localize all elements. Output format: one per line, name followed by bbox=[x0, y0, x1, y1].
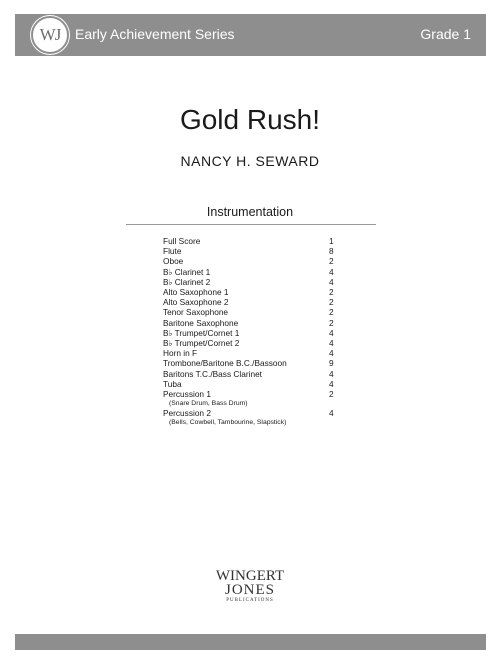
instrument-name: Full Score bbox=[163, 236, 201, 246]
instrument-name: Percussion 1 bbox=[163, 389, 211, 400]
instrument-quantity: 4 bbox=[329, 368, 334, 379]
instrument-quantity: 4 bbox=[329, 276, 334, 287]
instrument-name: Trombone/Baritone B.C./Bassoon bbox=[163, 358, 287, 369]
instrument-item bbox=[163, 379, 343, 389]
instrumentation-list bbox=[163, 236, 343, 427]
series-header-band bbox=[15, 14, 486, 56]
instrument-quantity: 2 bbox=[329, 307, 334, 318]
instrument-item bbox=[163, 408, 343, 427]
instrument-quantity: 2 bbox=[329, 287, 334, 298]
instrument-item bbox=[163, 236, 343, 246]
instrument-item bbox=[163, 256, 343, 266]
instrument-name: Baritone Saxophone bbox=[163, 317, 239, 328]
instrument-name: Alto Saxophone 1 bbox=[163, 287, 229, 298]
instrument-name: Baritons T.C./Bass Clarinet bbox=[163, 368, 262, 379]
instrument-name: Alto Saxophone 2 bbox=[163, 297, 229, 308]
instrument-item bbox=[163, 267, 343, 277]
instrument-item bbox=[163, 358, 343, 368]
instrument-item bbox=[163, 338, 343, 348]
instrumentation-heading: Instrumentation bbox=[206, 205, 294, 219]
composer-name: NANCY H. SEWARD bbox=[180, 153, 320, 169]
instrument-name: Percussion 2 bbox=[163, 408, 211, 419]
instrument-item bbox=[163, 297, 343, 307]
instrument-name: Horn in F bbox=[163, 348, 198, 359]
instrument-name: Tenor Saxophone bbox=[163, 307, 229, 318]
instrument-quantity: 4 bbox=[329, 327, 334, 338]
instrument-quantity: 4 bbox=[329, 338, 334, 349]
instrument-item bbox=[163, 348, 343, 358]
instrument-item bbox=[163, 246, 343, 256]
instrument-name: B♭ Clarinet 1 bbox=[163, 266, 211, 277]
instrument-item bbox=[163, 307, 343, 317]
instrument-item bbox=[163, 277, 343, 287]
publisher-logo-line1: WINGERT bbox=[215, 568, 285, 584]
footer-band bbox=[15, 634, 486, 650]
instrument-quantity: 4 bbox=[329, 378, 334, 389]
instrument-item bbox=[163, 287, 343, 297]
instrument-quantity: 4 bbox=[329, 266, 334, 277]
instrumentation-divider bbox=[126, 224, 376, 225]
instrument-quantity: 4 bbox=[329, 408, 334, 419]
instrument-item bbox=[163, 318, 343, 328]
publisher-logo-line3: PUBLICATIONS bbox=[226, 598, 274, 603]
instrument-note: (Snare Drum, Bass Drum) bbox=[169, 400, 248, 408]
instrument-name: B♭ Trumpet/Cornet 2 bbox=[163, 338, 240, 349]
instrument-quantity: 8 bbox=[329, 246, 334, 257]
series-name: Early Achievement Series bbox=[75, 26, 235, 42]
instrument-name: Tuba bbox=[163, 378, 182, 389]
instrument-name: B♭ Trumpet/Cornet 1 bbox=[163, 327, 240, 338]
instrument-item bbox=[163, 328, 343, 338]
wj-logo bbox=[31, 16, 69, 54]
instrument-quantity: 2 bbox=[329, 389, 334, 400]
instrument-quantity: 2 bbox=[329, 256, 334, 267]
instrument-name: Oboe bbox=[163, 256, 184, 267]
instrument-name: Flute bbox=[163, 246, 182, 257]
instrument-item bbox=[163, 369, 343, 379]
instrument-note: (Bells, Cowbell, Tambourine, Slapstick) bbox=[169, 419, 287, 427]
piece-title: Gold Rush! bbox=[179, 104, 321, 135]
wj-logo-text: WJ bbox=[39, 25, 61, 44]
instrument-quantity: 2 bbox=[329, 317, 334, 328]
instrument-quantity: 1 bbox=[329, 236, 334, 246]
instrument-quantity: 9 bbox=[329, 358, 334, 369]
instrument-quantity: 4 bbox=[329, 348, 334, 359]
instrument-name: B♭ Clarinet 2 bbox=[163, 276, 211, 287]
grade-label: Grade 1 bbox=[420, 26, 471, 42]
publisher-logo-line2: JONES bbox=[224, 582, 275, 598]
publisher-logo bbox=[0, 569, 500, 604]
instrument-quantity: 2 bbox=[329, 297, 334, 308]
instrument-item bbox=[163, 389, 343, 408]
